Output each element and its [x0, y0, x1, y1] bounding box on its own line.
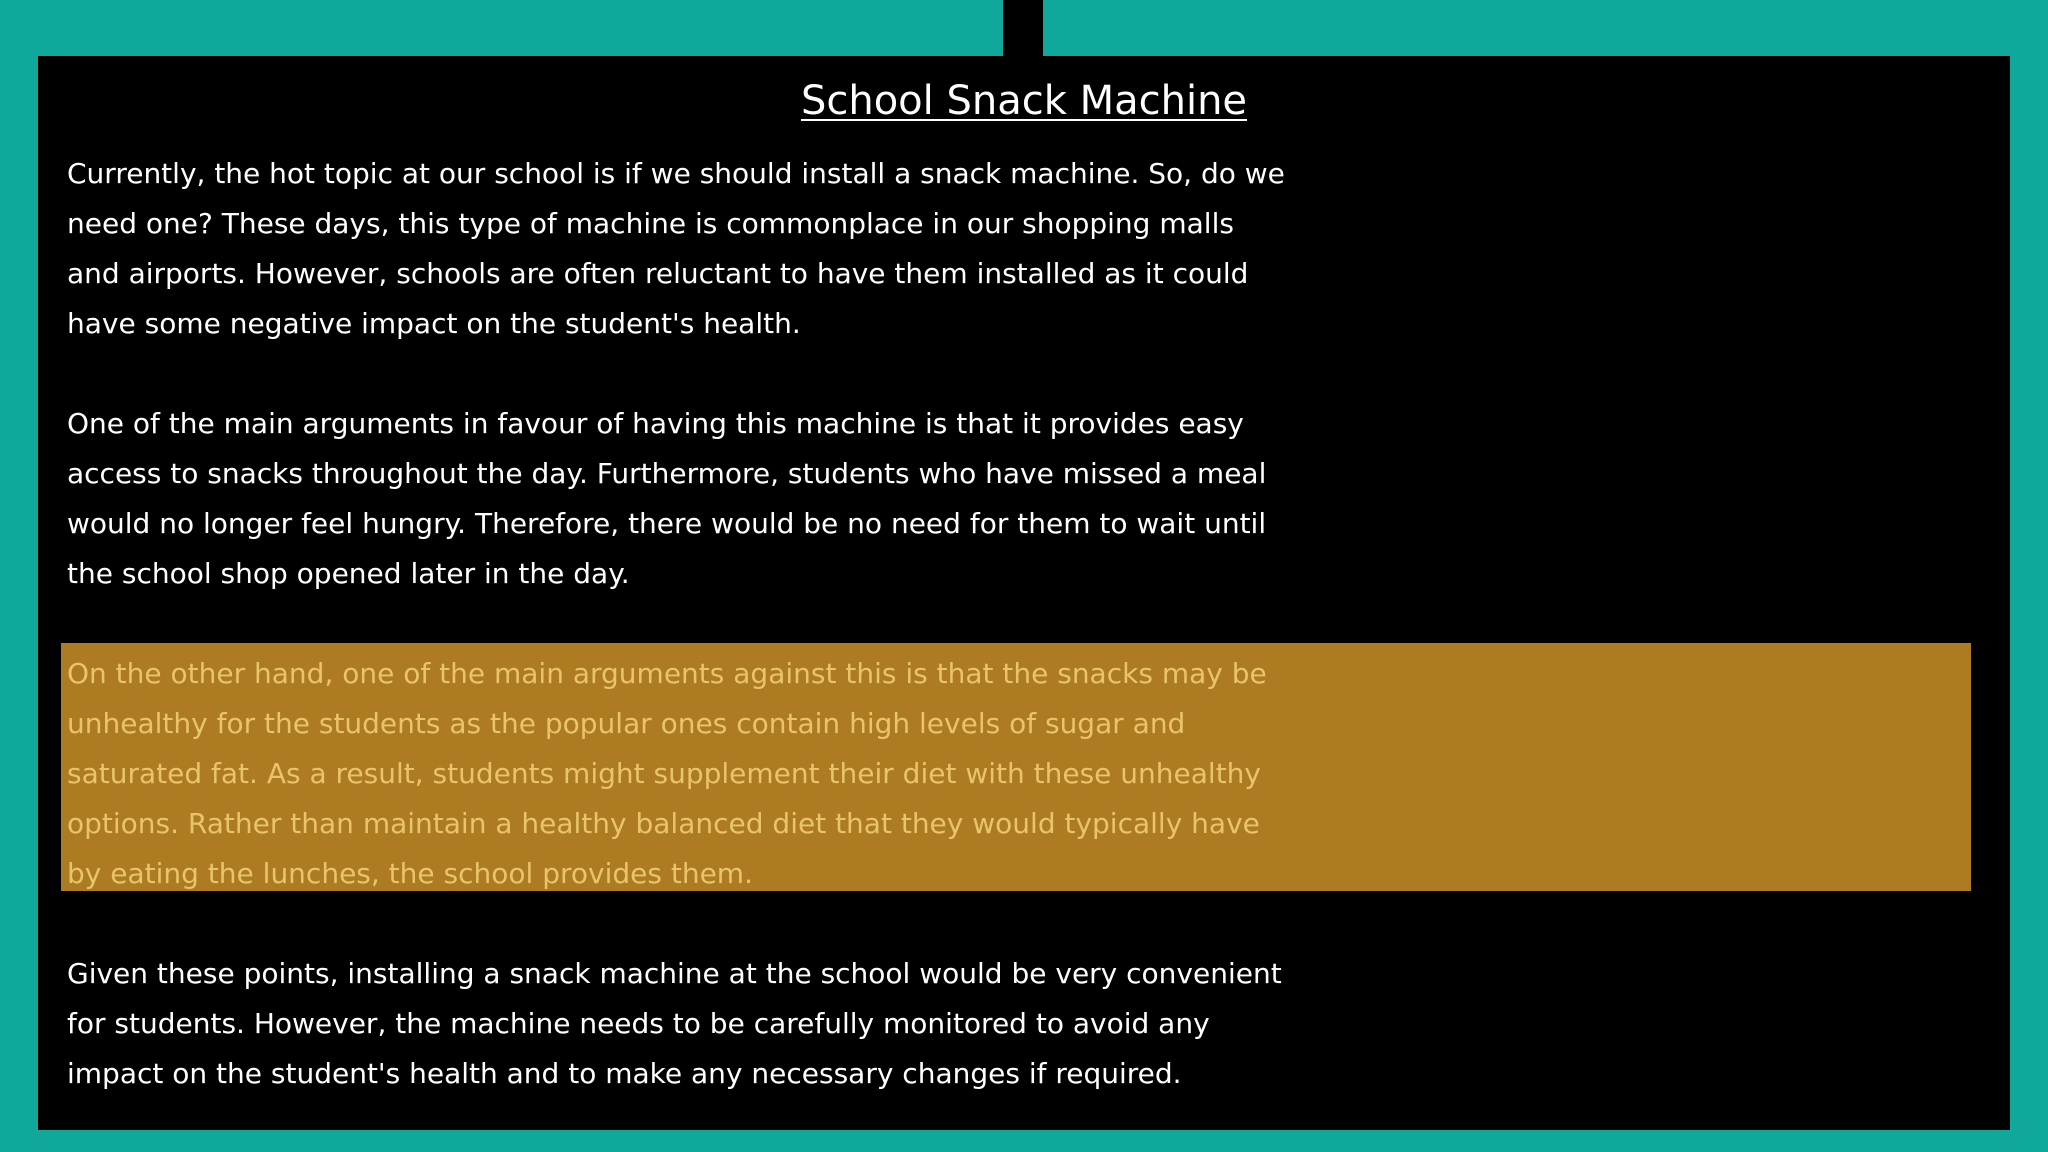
paragraph-line: have some negative impact on the student's health. — [67, 307, 801, 340]
paragraph-line: the school shop opened later in the day. — [67, 557, 630, 590]
paragraph-line: saturated fat. As a result, students might supplement their diet with these unhealthy — [67, 757, 1261, 790]
paragraph-line: by eating the lunches, the school provides them. — [67, 857, 753, 890]
paragraph-introduction — [67, 149, 2007, 349]
paragraph-line: access to snacks throughout the day. Furthermore, students who have missed a meal — [67, 457, 1267, 490]
paragraph-line: impact on the student's health and to make any necessary changes if required. — [67, 1057, 1182, 1090]
paragraph-line: Currently, the hot topic at our school is if we should install a snack machine. So, do we — [67, 157, 1285, 190]
document-panel — [38, 56, 2010, 1130]
paragraph-line: and airports. However, schools are often reluctant to have them installed as it could — [67, 257, 1249, 290]
paragraph-arguments-for — [67, 399, 2007, 599]
paragraph-line: On the other hand, one of the main arguments against this is that the snacks may be — [67, 657, 1267, 690]
paragraph-line: would no longer feel hungry. Therefore, there would be no need for them to wait until — [67, 507, 1267, 540]
paragraph-arguments-against-highlighted — [67, 649, 2007, 899]
paragraph-line: unhealthy for the students as the popular ones contain high levels of sugar and — [67, 707, 1186, 740]
paragraph-line: Given these points, installing a snack machine at the school would be very convenient — [67, 957, 1282, 990]
top-divider-bar — [1003, 0, 1043, 60]
paragraph-conclusion — [67, 949, 2007, 1099]
paragraph-line: for students. However, the machine needs to be carefully monitored to avoid any — [67, 1007, 1210, 1040]
paragraph-line: One of the main arguments in favour of having this machine is that it provides easy — [67, 407, 1244, 440]
paragraph-line: need one? These days, this type of machine is commonplace in our shopping malls — [67, 207, 1234, 240]
paragraph-line: options. Rather than maintain a healthy balanced diet that they would typically have — [67, 807, 1260, 840]
document-title: School Snack Machine — [800, 78, 1248, 124]
